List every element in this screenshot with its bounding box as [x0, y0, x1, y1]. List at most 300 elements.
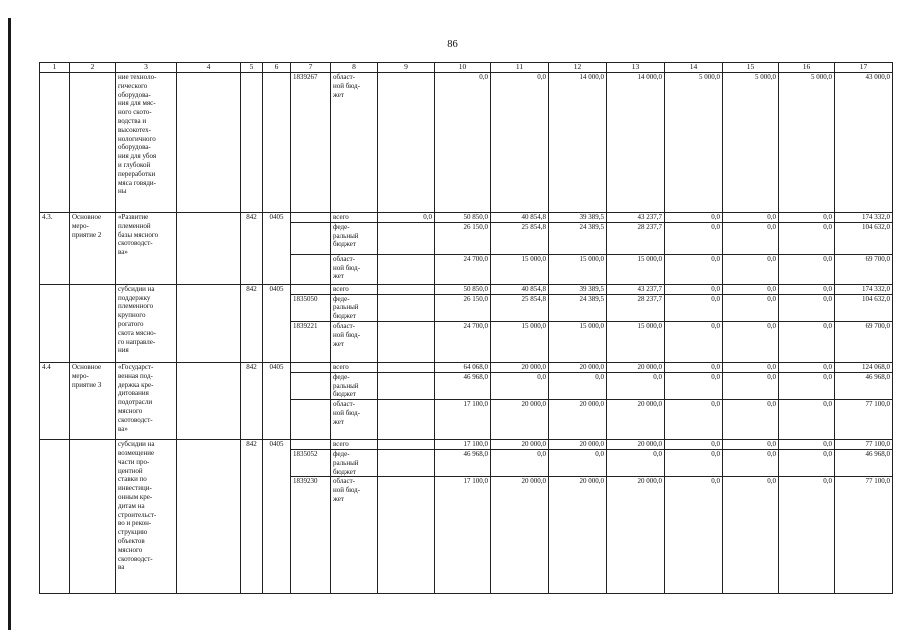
code-rzpr-text: 0405: [269, 440, 284, 449]
amount-c15: [723, 449, 779, 476]
amount-c15: [723, 294, 779, 321]
amount-c11: [491, 294, 549, 321]
scan-edge-line: [8, 18, 11, 630]
funding-source: [331, 449, 378, 476]
amount-c15: [723, 284, 779, 294]
amount-c14-text: 0,0: [711, 284, 720, 293]
funding-source: [331, 440, 378, 450]
amount-c17: [835, 254, 893, 284]
amount-c14-text: 0,0: [711, 440, 720, 449]
amount-c10: [435, 222, 491, 254]
amount-c11-text: 20 000,0: [521, 440, 546, 449]
funding-source: [331, 254, 378, 284]
responsible-cell: [177, 362, 241, 439]
amount-c14-text: 5 000,0: [699, 73, 720, 81]
amount-c15-text: 0,0: [767, 372, 776, 381]
amount-c10-text: 46 968,0: [463, 372, 488, 381]
amount-c11-text: 25 854,8: [521, 222, 546, 231]
amount-c16: [779, 372, 835, 399]
amount-c15: [723, 254, 779, 284]
amount-c17-text: 174 332,0: [862, 213, 890, 221]
amount-c12: [549, 73, 607, 213]
amount-c16: [779, 254, 835, 284]
amount-c13: [607, 213, 665, 223]
amount-c12: [549, 294, 607, 321]
column-number-header: 17: [835, 63, 893, 73]
code-rzpr-text: 0405: [269, 362, 284, 371]
amount-c14: [665, 362, 723, 372]
amount-c14-text: 0,0: [711, 400, 720, 409]
amount-c10-text: 26 150,0: [463, 294, 488, 303]
column-number-header: 12: [549, 63, 607, 73]
amount-c14-text: 0,0: [711, 477, 720, 486]
amount-c9: [378, 213, 435, 223]
amount-c11-text: 15 000,0: [521, 321, 546, 330]
column-number-header: 13: [607, 63, 665, 73]
amount-c10-text: 50 850,0: [463, 213, 488, 221]
column-number-header: 3: [116, 63, 177, 73]
amount-c10: [435, 372, 491, 399]
amount-c16-text: 0,0: [823, 362, 832, 371]
code-csr: [291, 400, 331, 440]
amount-c10-text: 24 700,0: [463, 254, 488, 263]
code-grbs-text: 842: [246, 362, 257, 371]
amount-c11-text: 20 000,0: [521, 362, 546, 371]
amount-c16-text: 5 000,0: [811, 73, 832, 81]
amount-c9: [378, 440, 435, 450]
amount-c13-text: 28 237,7: [637, 222, 662, 231]
code-rzpr: [263, 362, 291, 439]
amount-c14: [665, 449, 723, 476]
amount-c12: [549, 254, 607, 284]
amount-c12: [549, 222, 607, 254]
responsible-cell: [177, 213, 241, 285]
amount-c10: [435, 400, 491, 440]
amount-c17-text: 46 968,0: [865, 372, 890, 381]
amount-c11: [491, 362, 549, 372]
responsible-cell: [177, 73, 241, 213]
code-csr: [291, 477, 331, 594]
activity-name-text: субсидии на поддержку племенного крупного рогатого скота мясно- го направле- ния: [118, 284, 156, 355]
amount-c14: [665, 477, 723, 594]
amount-c13-text: 43 237,7: [637, 213, 662, 221]
amount-c14-text: 0,0: [711, 449, 720, 458]
amount-c15: [723, 372, 779, 399]
amount-c12-text: 39 389,5: [579, 213, 604, 221]
funding-source: [331, 372, 378, 399]
amount-c12-text: 39 389,5: [579, 284, 604, 293]
item-number: [40, 362, 70, 439]
item-number-text: 4.3.: [42, 213, 53, 221]
amount-c13: [607, 284, 665, 294]
column-number-header: 9: [378, 63, 435, 73]
amount-c15-text: 0,0: [767, 477, 776, 486]
amount-c12-text: 20 000,0: [579, 440, 604, 449]
amount-c10: [435, 449, 491, 476]
amount-c12: [549, 449, 607, 476]
table-row: [40, 440, 893, 450]
amount-c15: [723, 321, 779, 362]
amount-c10: [435, 440, 491, 450]
amount-c13-text: 0,0: [653, 372, 662, 381]
amount-c11: [491, 213, 549, 223]
amount-c11-text: 25 854,8: [521, 294, 546, 303]
page-number: 86: [447, 39, 458, 50]
amount-c12: [549, 284, 607, 294]
amount-c11-text: 40 854,8: [521, 284, 546, 293]
amount-c16-text: 0,0: [823, 400, 832, 409]
amount-c11-text: 40 854,8: [521, 213, 546, 221]
amount-c14: [665, 73, 723, 213]
amount-c11: [491, 321, 549, 362]
activity-type: [70, 440, 116, 594]
amount-c12: [549, 321, 607, 362]
amount-c12: [549, 477, 607, 594]
column-number-header: 6: [263, 63, 291, 73]
amount-c17-text: 77 100,0: [865, 477, 890, 486]
activity-type: [70, 284, 116, 362]
amount-c16: [779, 449, 835, 476]
amount-c17-text: 77 100,0: [865, 440, 890, 449]
amount-c11: [491, 284, 549, 294]
amount-c14: [665, 440, 723, 450]
code-csr-text: 1839230: [293, 477, 318, 486]
code-csr: [291, 372, 331, 399]
amount-c15: [723, 73, 779, 213]
amount-c12-text: 0,0: [595, 449, 604, 458]
amount-c10: [435, 321, 491, 362]
table-row: [40, 284, 893, 294]
amount-c11-text: 0,0: [537, 372, 546, 381]
amount-c15-text: 0,0: [767, 400, 776, 409]
amount-c9: [378, 73, 435, 213]
amount-c17-text: 174 332,0: [862, 284, 890, 293]
amount-c16-text: 0,0: [823, 321, 832, 330]
amount-c9: [378, 372, 435, 399]
amount-c16-text: 0,0: [823, 449, 832, 458]
amount-c10-text: 24 700,0: [463, 321, 488, 330]
amount-c15: [723, 440, 779, 450]
amount-c16: [779, 477, 835, 594]
code-csr-text: 1835050: [293, 294, 318, 303]
amount-c16: [779, 362, 835, 372]
amount-c10-text: 50 850,0: [463, 284, 488, 293]
column-number-header: 10: [435, 63, 491, 73]
column-number-header: 8: [331, 63, 378, 73]
code-rzpr: [263, 73, 291, 213]
column-number-row: [40, 63, 893, 73]
amount-c10: [435, 73, 491, 213]
amount-c12-text: 0,0: [595, 372, 604, 381]
amount-c15-text: 0,0: [767, 254, 776, 263]
code-rzpr: [263, 284, 291, 362]
amount-c16-text: 0,0: [823, 254, 832, 263]
code-grbs-text: 842: [246, 284, 257, 293]
amount-c12-text: 20 000,0: [579, 362, 604, 371]
code-csr: [291, 362, 331, 372]
code-grbs: [241, 73, 263, 213]
amount-c13-text: 20 000,0: [637, 400, 662, 409]
amount-c13: [607, 477, 665, 594]
amount-c11-text: 0,0: [537, 449, 546, 458]
amount-c10-text: 17 100,0: [463, 477, 488, 486]
amount-c16-text: 0,0: [823, 284, 832, 293]
table-row: [40, 362, 893, 372]
column-number-header: 1: [40, 63, 70, 73]
funding-source-text: феде- ральный бюджет: [333, 372, 359, 399]
amount-c12: [549, 400, 607, 440]
code-csr: [291, 254, 331, 284]
amount-c13: [607, 222, 665, 254]
amount-c13: [607, 294, 665, 321]
amount-c10-text: 64 068,0: [463, 362, 488, 371]
amount-c17: [835, 321, 893, 362]
amount-c10: [435, 477, 491, 594]
code-csr-text: 1839267: [293, 73, 318, 81]
code-rzpr-text: 0405: [269, 213, 284, 221]
amount-c15-text: 5 000,0: [755, 73, 776, 81]
funding-source: [331, 362, 378, 372]
amount-c11: [491, 73, 549, 213]
amount-c10-text: 17 100,0: [463, 440, 488, 449]
funding-source: [331, 477, 378, 594]
amount-c11: [491, 449, 549, 476]
code-csr: [291, 294, 331, 321]
amount-c17: [835, 73, 893, 213]
amount-c13: [607, 400, 665, 440]
code-grbs: [241, 440, 263, 594]
amount-c12: [549, 440, 607, 450]
amount-c10-text: 46 968,0: [463, 449, 488, 458]
amount-c15: [723, 477, 779, 594]
activity-name: [116, 213, 177, 285]
amount-c15-text: 0,0: [767, 284, 776, 293]
amount-c13: [607, 321, 665, 362]
amount-c9: [378, 362, 435, 372]
amount-c14-text: 0,0: [711, 254, 720, 263]
funding-source: [331, 321, 378, 362]
amount-c13-text: 14 000,0: [637, 73, 662, 81]
column-number-header: 14: [665, 63, 723, 73]
amount-c14: [665, 222, 723, 254]
amount-c15-text: 0,0: [767, 321, 776, 330]
amount-c13-text: 0,0: [653, 449, 662, 458]
amount-c14-text: 0,0: [711, 362, 720, 371]
amount-c13-text: 15 000,0: [637, 254, 662, 263]
funding-source-text: област- ной бюд- жет: [333, 477, 361, 503]
amount-c15-text: 0,0: [767, 449, 776, 458]
amount-c16: [779, 440, 835, 450]
amount-c13-text: 15 000,0: [637, 321, 662, 330]
amount-c14: [665, 372, 723, 399]
code-csr: [291, 449, 331, 476]
responsible-cell: [177, 284, 241, 362]
amount-c16: [779, 400, 835, 440]
amount-c12: [549, 213, 607, 223]
amount-c9: [378, 294, 435, 321]
amount-c15-text: 0,0: [767, 294, 776, 303]
amount-c17-text: 69 700,0: [865, 254, 890, 263]
column-number-header: 11: [491, 63, 549, 73]
item-number: [40, 440, 70, 594]
amount-c11: [491, 222, 549, 254]
amount-c16: [779, 321, 835, 362]
funding-source: [331, 400, 378, 440]
column-number-header: 2: [70, 63, 116, 73]
amount-c14-text: 0,0: [711, 213, 720, 221]
amount-c15-text: 0,0: [767, 222, 776, 231]
funding-source-text: феде- ральный бюджет: [333, 449, 359, 476]
amount-c17: [835, 284, 893, 294]
column-number-header: 15: [723, 63, 779, 73]
code-grbs-text: 842: [246, 213, 257, 221]
amount-c16-text: 0,0: [823, 213, 832, 221]
amount-c14-text: 0,0: [711, 321, 720, 330]
amount-c13: [607, 254, 665, 284]
amount-c16: [779, 294, 835, 321]
amount-c13-text: 20 000,0: [637, 477, 662, 486]
amount-c13: [607, 73, 665, 213]
amount-c12-text: 24 389,5: [579, 222, 604, 231]
funding-source: [331, 294, 378, 321]
funding-source: [331, 222, 378, 254]
funding-source-text: област- ной бюд- жет: [333, 73, 361, 99]
amount-c15-text: 0,0: [767, 213, 776, 221]
code-csr: [291, 321, 331, 362]
code-grbs: [241, 284, 263, 362]
code-rzpr: [263, 213, 291, 285]
amount-c17: [835, 372, 893, 399]
activity-type: [70, 73, 116, 213]
amount-c16-text: 0,0: [823, 372, 832, 381]
amount-c10-text: 0,0: [479, 73, 488, 81]
amount-c9: [378, 284, 435, 294]
amount-c17: [835, 294, 893, 321]
amount-c11: [491, 400, 549, 440]
amount-c17: [835, 477, 893, 594]
amount-c17-text: 43 000,0: [865, 73, 890, 81]
amount-c13-text: 43 237,7: [637, 284, 662, 293]
amount-c14: [665, 213, 723, 223]
amount-c13: [607, 440, 665, 450]
funding-source: [331, 213, 378, 223]
table-row: [40, 73, 893, 213]
amount-c16-text: 0,0: [823, 222, 832, 231]
amount-c16: [779, 213, 835, 223]
amount-c11-text: 20 000,0: [521, 400, 546, 409]
funding-source-text: феде- ральный бюджет: [333, 294, 359, 321]
code-csr: [291, 222, 331, 254]
amount-c16: [779, 284, 835, 294]
amount-c17-text: 77 100,0: [865, 400, 890, 409]
activity-name-text: «Государст- венная под- держка кре- дитования подотрасли мясного скотоводст- ва»: [118, 362, 154, 433]
amount-c17-text: 104 632,0: [862, 294, 890, 303]
amount-c15-text: 0,0: [767, 362, 776, 371]
amount-c15: [723, 400, 779, 440]
amount-c15: [723, 362, 779, 372]
amount-c17: [835, 222, 893, 254]
amount-c13-text: 20 000,0: [637, 440, 662, 449]
funding-source-text: феде- ральный бюджет: [333, 222, 359, 249]
amount-c12: [549, 372, 607, 399]
column-number-header: 7: [291, 63, 331, 73]
code-csr: [291, 73, 331, 213]
amount-c16: [779, 222, 835, 254]
code-rzpr: [263, 440, 291, 594]
activity-name: [116, 284, 177, 362]
table-body: [40, 63, 893, 594]
code-csr-text: 1839221: [293, 321, 318, 330]
amount-c11: [491, 372, 549, 399]
amount-c13: [607, 362, 665, 372]
amount-c14: [665, 400, 723, 440]
amount-c16: [779, 73, 835, 213]
amount-c17-text: 46 968,0: [865, 449, 890, 458]
amount-c16-text: 0,0: [823, 294, 832, 303]
amount-c12-text: 24 389,5: [579, 294, 604, 303]
amount-c13-text: 20 000,0: [637, 362, 662, 371]
amount-c9: [378, 449, 435, 476]
amount-c15: [723, 213, 779, 223]
funding-source-text: област- ной бюд- жет: [333, 400, 361, 426]
amount-c14-text: 0,0: [711, 372, 720, 381]
code-csr: [291, 284, 331, 294]
activity-name-text: ние техноло- гического оборудова- ния для мяс- ного ското- водства и высокотех- нологичного оборудова- ния для убоя и глубокой переработки мяса говяди- ны: [118, 73, 157, 196]
amount-c14: [665, 294, 723, 321]
amount-c11: [491, 477, 549, 594]
amount-c17-text: 124 068,0: [862, 362, 890, 371]
amount-c10-text: 17 100,0: [463, 400, 488, 409]
amount-c17: [835, 400, 893, 440]
amount-c14-text: 0,0: [711, 294, 720, 303]
amount-c11-text: 15 000,0: [521, 254, 546, 263]
amount-c9: [378, 254, 435, 284]
amount-c13-text: 28 237,7: [637, 294, 662, 303]
funding-source-text: всего: [333, 213, 349, 221]
amount-c11: [491, 440, 549, 450]
activity-name: [116, 362, 177, 439]
column-number-header: 16: [779, 63, 835, 73]
amount-c16-text: 0,0: [823, 477, 832, 486]
activity-type: [70, 213, 116, 285]
amount-c10: [435, 213, 491, 223]
activity-type: [70, 362, 116, 439]
code-grbs: [241, 213, 263, 285]
column-number-header: 5: [241, 63, 263, 73]
activity-type-text: Основное меро- приятие 2: [72, 213, 102, 239]
amount-c11: [491, 254, 549, 284]
amount-c16-text: 0,0: [823, 440, 832, 449]
funding-source: [331, 284, 378, 294]
amount-c12-text: 20 000,0: [579, 400, 604, 409]
amount-c12: [549, 362, 607, 372]
amount-c11-text: 0,0: [537, 73, 546, 81]
amount-c10: [435, 362, 491, 372]
activity-name-text: субсидии на возмещение части про- центной ставки по инвестици- онным кре- дитам на строительст- во и рекон- струкцию объектов мясного скотоводст- ва: [118, 440, 157, 572]
amount-c17: [835, 449, 893, 476]
amount-c12-text: 20 000,0: [579, 477, 604, 486]
funding-source: [331, 73, 378, 213]
amount-c15: [723, 222, 779, 254]
amount-c10: [435, 254, 491, 284]
code-grbs-text: 842: [246, 440, 257, 449]
amount-c13: [607, 449, 665, 476]
funding-source-text: всего: [333, 440, 349, 449]
amount-c9: [378, 321, 435, 362]
amount-c13: [607, 372, 665, 399]
item-number-text: 4.4: [42, 362, 51, 371]
code-csr: [291, 440, 331, 450]
